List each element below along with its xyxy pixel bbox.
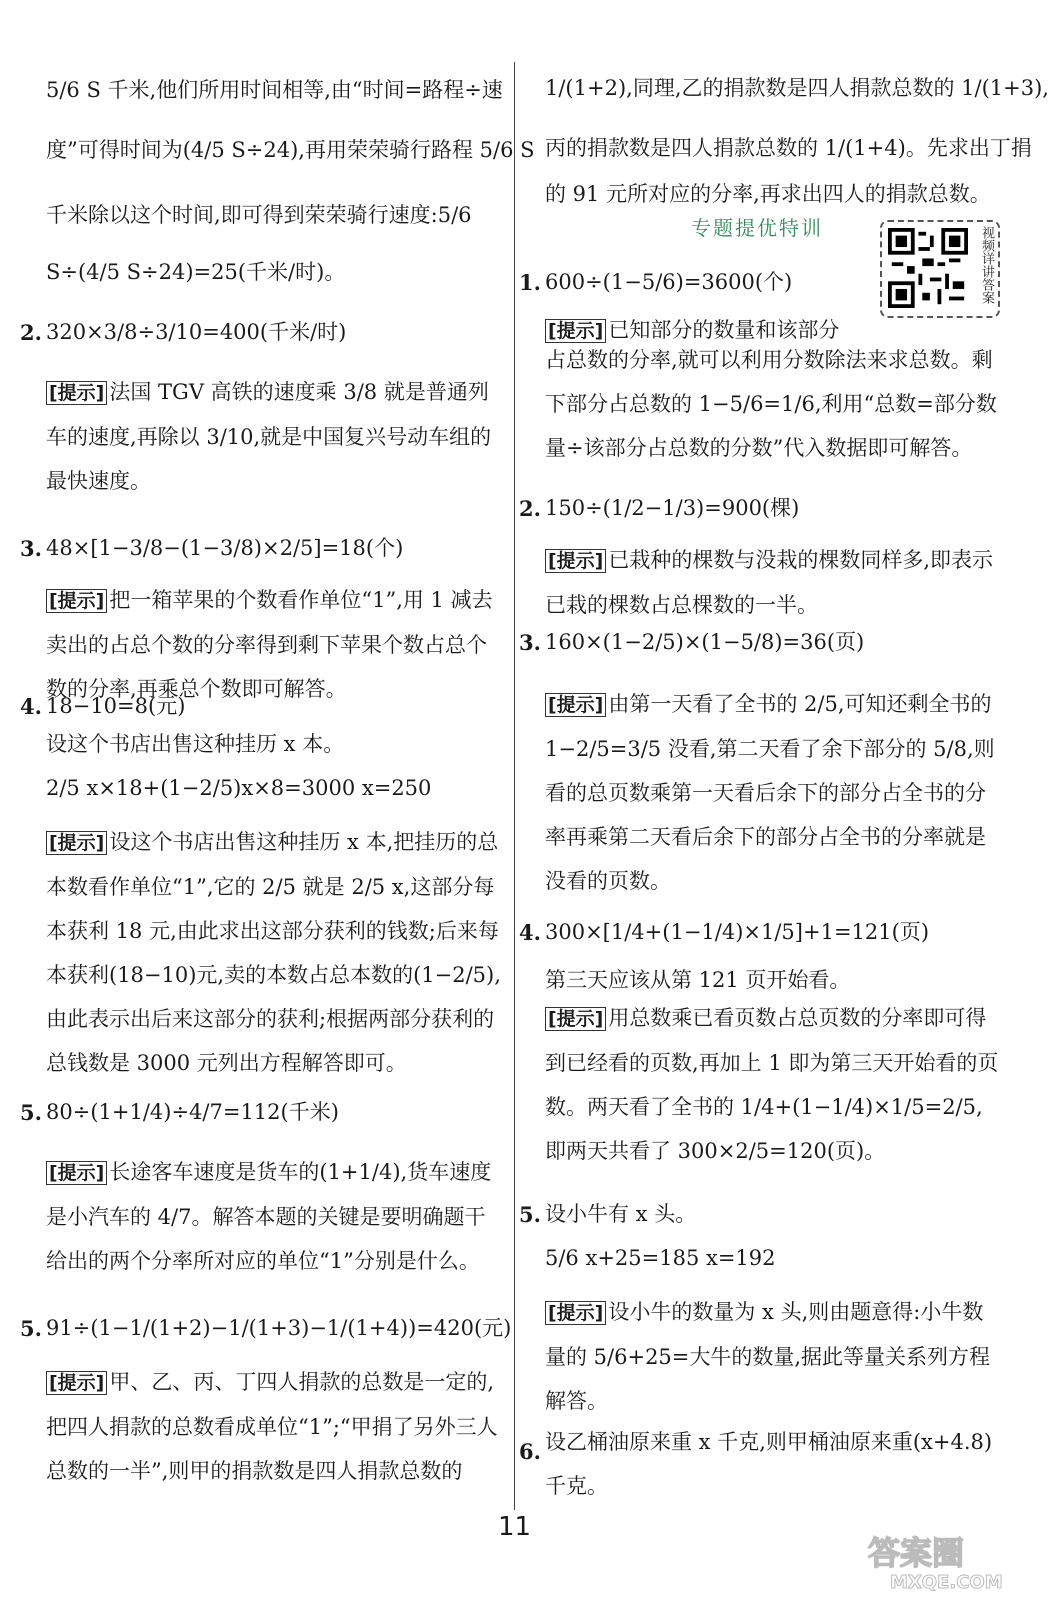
equation: 设这个书店出售这种挂历 x 本。 bbox=[46, 732, 345, 756]
question-number: 2. bbox=[519, 496, 541, 521]
tip-label: [提示] bbox=[46, 1371, 107, 1395]
answer-1 bbox=[519, 270, 793, 295]
qr-code-icon bbox=[888, 228, 968, 308]
question-number: 5. bbox=[20, 1316, 42, 1341]
equation: 48×[1−3/8−(1−3/8)×2/5]=18(个) bbox=[46, 536, 404, 560]
hint-text: 设这个书店出售这种挂历 x 本,把挂历的总本数看作单位“1”,它的 2/5 就是 2/5 x,这部分每本获利 18 元,由此求出这部分获利的钱数;后来每本获利(18−10)元,卖的本数占总本数的(1−2/5),由此表示出后来这部分的获利;根据两部分获利的总钱数是 3000 元列出方程解答即可。 bbox=[46, 830, 501, 1075]
hint-text: 已栽种的棵数与没栽的棵数同样多,即表示已栽的棵数占总棵数的一半。 bbox=[545, 548, 994, 617]
hint-text: 设小牛的数量为 x 头,则由题意得:小牛数量的 5/6+25=大牛的数量,据此等量关系列方程解答。 bbox=[545, 1300, 991, 1413]
answer-4 bbox=[519, 920, 930, 945]
hint-text: 甲、乙、丙、丁四人捐款的总数是一定的,把四人捐款的总数看成单位“1”;“甲捐了另外三人总数的一半”,则甲的捐款数是四人捐款总数的 bbox=[46, 1370, 498, 1483]
question-number: 3. bbox=[20, 536, 42, 561]
tip-label: [提示] bbox=[545, 549, 606, 573]
text-line: 的 91 元所对应的分率,再求出四人的捐款总数。 bbox=[545, 182, 991, 206]
hint-6 bbox=[46, 1360, 504, 1493]
text-line: 1/(1+2),同理,乙的捐款数是四人捐款总数的 1/(1+3), bbox=[545, 76, 1049, 100]
hint-2 bbox=[46, 370, 504, 503]
hint-text: 由第一天看了全书的 2/5,可知还剩全书的 1−2/5=3/5 没看,第二天看了余下部分的 5/8,则看的总页数乘第一天看后余下的部分占全书的分率再乘第二天看后余下的部分占全书的分率就是没看的页数。 bbox=[545, 692, 995, 893]
text-line: S÷(4/5 S÷24)=25(千米/时)。 bbox=[46, 260, 346, 284]
equation: 150÷(1/2−1/3)=900(棵) bbox=[545, 496, 800, 520]
question-number: 1. bbox=[519, 270, 541, 295]
svg-text:MXQE.COM: MXQE.COM bbox=[890, 1572, 1003, 1593]
hint-2 bbox=[545, 538, 1003, 627]
hint-5 bbox=[46, 1150, 504, 1283]
hint-1: 占总数的分率,就可以利用分数除法来求总数。剩下部分占总数的 1−5/6=1/6,利用“总数=部分数量÷该部分占总数的分数”代入数据即可解答。 bbox=[545, 348, 997, 460]
answer-2 bbox=[20, 320, 347, 345]
question-number: 3. bbox=[519, 630, 541, 655]
equation: 91÷(1−1/(1+2)−1/(1+3)−1/(1+4))=420(元) bbox=[46, 1316, 512, 1340]
question-number: 4. bbox=[519, 920, 541, 945]
qr-code-box[interactable] bbox=[880, 220, 1000, 318]
hint-text: 用总数乘已看页数占总页数的分率即可得到已经看的页数,再加上 1 即为第三天开始看的页数。两天看了全书的 1/4+(1−1/4)×1/5=2/5,即两天共看了 300×2/5=120(页)。 bbox=[545, 1006, 999, 1163]
hint-5 bbox=[545, 1290, 1003, 1423]
qr-label: 视频详讲答案 bbox=[979, 226, 994, 304]
svg-text:答案圈: 答案圈 bbox=[868, 1534, 965, 1572]
hint-4 bbox=[46, 820, 504, 1085]
hint-text: 长途客车速度是货车的(1+1/4),货车速度是小汽车的 4/7。解答本题的关键是要明确题干给出的两个分率所对应的单位“1”分别是什么。 bbox=[46, 1160, 492, 1273]
watermark-logo bbox=[860, 1528, 1050, 1594]
equation: 2/5 x×18+(1−2/5)x×8=3000 x=250 bbox=[46, 776, 432, 800]
tip-label: [提示] bbox=[545, 319, 606, 343]
equation: 160×(1−2/5)×(1−5/8)=36(页) bbox=[545, 630, 865, 654]
tip-label: [提示] bbox=[46, 1161, 107, 1185]
section-title: 专题提优特训 bbox=[691, 216, 823, 240]
equation: 300×[1/4+(1−1/4)×1/5]+1=121(页) bbox=[545, 920, 930, 944]
equation: 第三天应该从第 121 页开始看。 bbox=[545, 968, 851, 992]
page-number: 11 bbox=[498, 1512, 532, 1542]
equation: 5/6 x+25=185 x=192 bbox=[545, 1246, 776, 1270]
equation: 320×3/8÷3/10=400(千米/时) bbox=[46, 320, 347, 344]
text-line: 丙的捐款数是四人捐款总数的 1/(1+4)。先求出丁捐 bbox=[545, 136, 1032, 160]
answer-6 bbox=[20, 1316, 512, 1341]
question-number: 6. bbox=[519, 1439, 541, 1464]
tip-label: [提示] bbox=[46, 831, 107, 855]
tip-label: [提示] bbox=[46, 589, 107, 613]
question-number: 2. bbox=[20, 320, 42, 345]
equation: 600÷(1−5/6)=3600(个) bbox=[545, 270, 793, 294]
tip-label: [提示] bbox=[46, 381, 107, 405]
column-divider bbox=[514, 62, 515, 1510]
hint-4 bbox=[545, 996, 1003, 1173]
answer-6 bbox=[519, 1420, 1003, 1508]
text-line: 度”可得时间为(4/5 S÷24),再用荣荣骑行路程 5/6 S bbox=[46, 138, 535, 162]
hint-text: 把一箱苹果的个数看作单位“1”,用 1 减去卖出的占总个数的分率得到剩下苹果个数占总个数的分率,再乘总个数即可解答。 bbox=[46, 588, 493, 701]
equation: 80÷(1+1/4)÷4/7=112(千米) bbox=[46, 1100, 339, 1124]
answer-5 bbox=[519, 1202, 697, 1227]
equation: 设乙桶油原来重 x 千克,则甲桶油原来重(x+4.8)千克。 bbox=[545, 1430, 993, 1498]
question-number: 5. bbox=[20, 1100, 42, 1125]
answer-2 bbox=[519, 496, 800, 521]
question-number: 4. bbox=[20, 694, 42, 719]
answer-3 bbox=[20, 536, 404, 561]
answer-4 bbox=[20, 694, 186, 719]
tip-label: [提示] bbox=[545, 1007, 606, 1031]
hint-3 bbox=[545, 682, 1003, 903]
answer-5 bbox=[20, 1100, 339, 1125]
hint-3 bbox=[46, 578, 504, 711]
hint-text: 已知部分的数量和该部分 bbox=[608, 318, 840, 342]
tip-label: [提示] bbox=[545, 1301, 606, 1325]
answer-3 bbox=[519, 630, 865, 655]
question-number: 5. bbox=[519, 1202, 541, 1227]
text-line: 千米除以这个时间,即可得到荣荣骑行速度:5/6 bbox=[46, 203, 472, 227]
tip-label: [提示] bbox=[545, 693, 606, 717]
equation: 设小牛有 x 头。 bbox=[545, 1202, 697, 1226]
text-line: 5/6 S 千米,他们所用时间相等,由“时间=路程÷速 bbox=[46, 78, 503, 102]
hint-text: 法国 TGV 高铁的速度乘 3/8 就是普通列车的速度,再除以 3/10,就是中国复兴号动车组的最快速度。 bbox=[46, 380, 492, 493]
equation: 18−10=8(元) bbox=[46, 694, 186, 718]
